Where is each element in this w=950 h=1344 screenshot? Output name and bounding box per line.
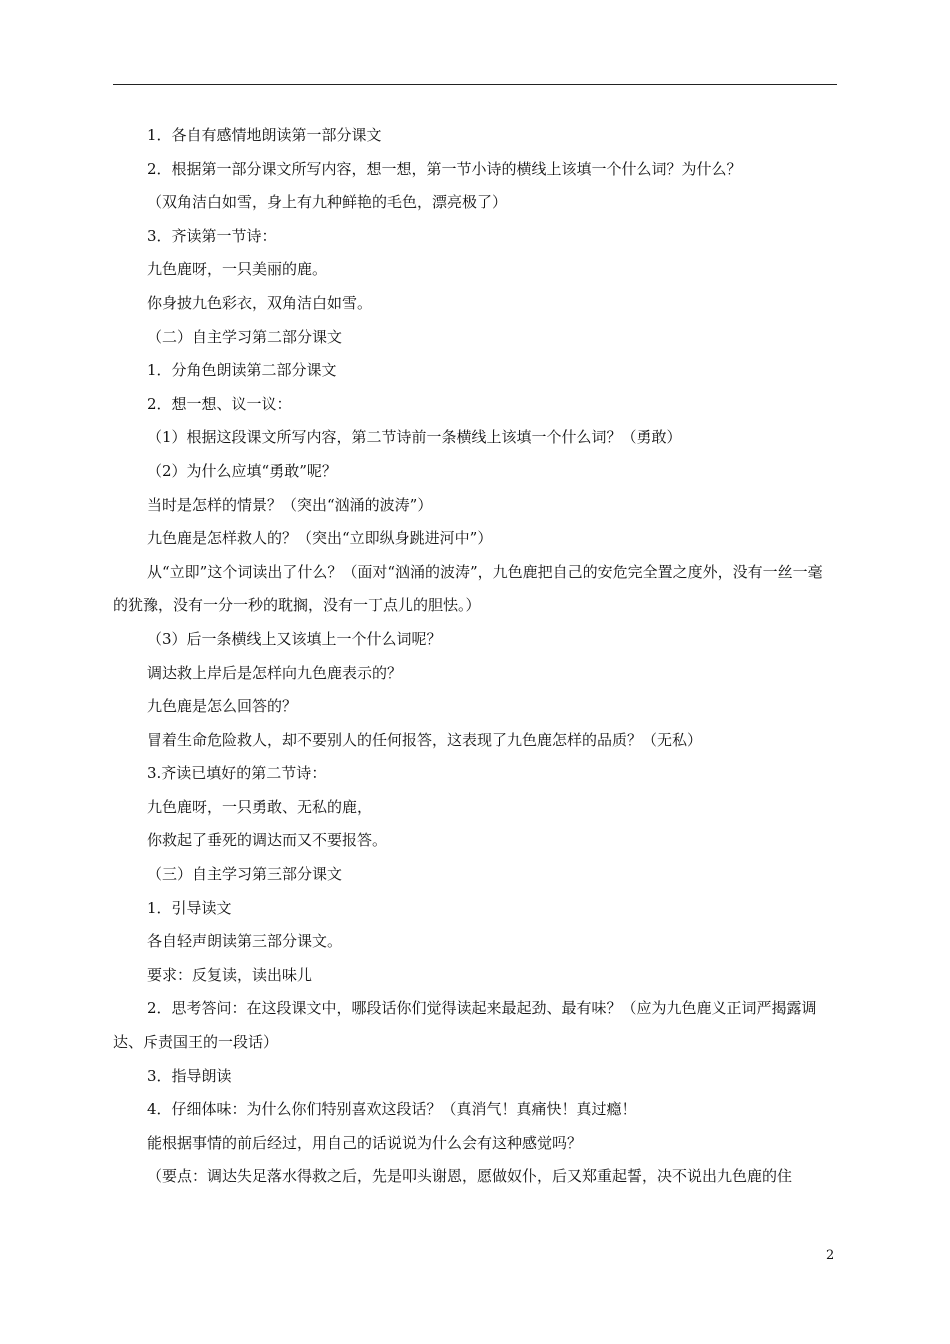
- paragraph: 当时是怎样的情景？（突出“汹涌的波涛”）: [147, 495, 433, 514]
- paragraph: 3.齐读已填好的第二节诗：: [147, 764, 327, 783]
- paragraph: 要求：反复读，读出味儿: [147, 965, 313, 984]
- paragraph: 九色鹿是怎样救人的？（突出“立即纵身跳进河中”）: [147, 529, 493, 548]
- paragraph: 冒着生命危险救人，却不要别人的任何报答，这表现了九色鹿怎样的品质？（无私）: [147, 730, 703, 749]
- paragraph: 九色鹿呀，一只美丽的鹿。: [147, 260, 328, 279]
- paragraph: 从“立即”这个词读出了什么？（面对“汹涌的波涛”，九色鹿把自己的安危完全置之度外，没有一丝一毫的犹豫，没有一分一秒的耽搁，没有一丁点儿的胆怯。）: [113, 562, 823, 615]
- paragraph: 1．分角色朗读第二部分课文: [147, 361, 337, 380]
- paragraph: （要点：调达失足落水得救之后，先是叩头谢恩，愿做奴仆，后又郑重起誓，决不说出九色鹿的住: [147, 1167, 793, 1186]
- paragraph: 3．齐读第一节诗：: [147, 226, 277, 245]
- paragraph: （2）为什么应填“勇敢”呢？: [147, 461, 337, 480]
- document-body: [113, 119, 837, 1194]
- paragraph: 调达救上岸后是怎样向九色鹿表示的？: [147, 663, 403, 682]
- paragraph: 你救起了垂死的调达而又不要报答。: [147, 831, 388, 850]
- paragraph: （双角洁白如雪，身上有九种鲜艳的毛色，漂亮极了）: [147, 193, 508, 212]
- paragraph: 各自轻声朗读第三部分课文。: [147, 932, 343, 951]
- header-rule: [113, 84, 837, 85]
- paragraph: 1．引导读文: [147, 898, 232, 917]
- paragraph: 3．指导朗读: [147, 1066, 232, 1085]
- paragraph: （1）根据这段课文所写内容，第二节诗前一条横线上该填一个什么词？（勇敢）: [147, 428, 682, 447]
- paragraph: 九色鹿呀，一只勇敢、无私的鹿，: [147, 797, 373, 816]
- paragraph: 九色鹿是怎么回答的？: [147, 697, 298, 716]
- paragraph: （3）后一条横线上又该填上一个什么词呢？: [147, 629, 442, 648]
- page-number: 2: [826, 1248, 835, 1263]
- paragraph: 能根据事情的前后经过，用自己的话说说为什么会有这种感觉吗？: [147, 1133, 583, 1152]
- paragraph: 1．各自有感情地朗读第一部分课文: [147, 126, 382, 144]
- paragraph: 2．思考答问：在这段课文中，哪段话你们觉得读起来最起劲、最有味？（应为九色鹿义正词严揭露调达、斥责国王的一段话）: [113, 999, 817, 1052]
- section-heading: （二）自主学习第二部分课文: [147, 327, 343, 346]
- paragraph: 2．想一想、议一议：: [147, 394, 292, 413]
- paragraph: 2．根据第一部分课文所写内容，想一想，第一节小诗的横线上该填一个什么词？为什么？: [147, 159, 742, 178]
- section-heading: （三）自主学习第三部分课文: [147, 865, 343, 884]
- paragraph: 4．仔细体味：为什么你们特别喜欢这段话？（真消气！真痛快！真过瘾！: [147, 1100, 637, 1119]
- paragraph: 你身披九色彩衣，双角洁白如雪。: [147, 293, 373, 312]
